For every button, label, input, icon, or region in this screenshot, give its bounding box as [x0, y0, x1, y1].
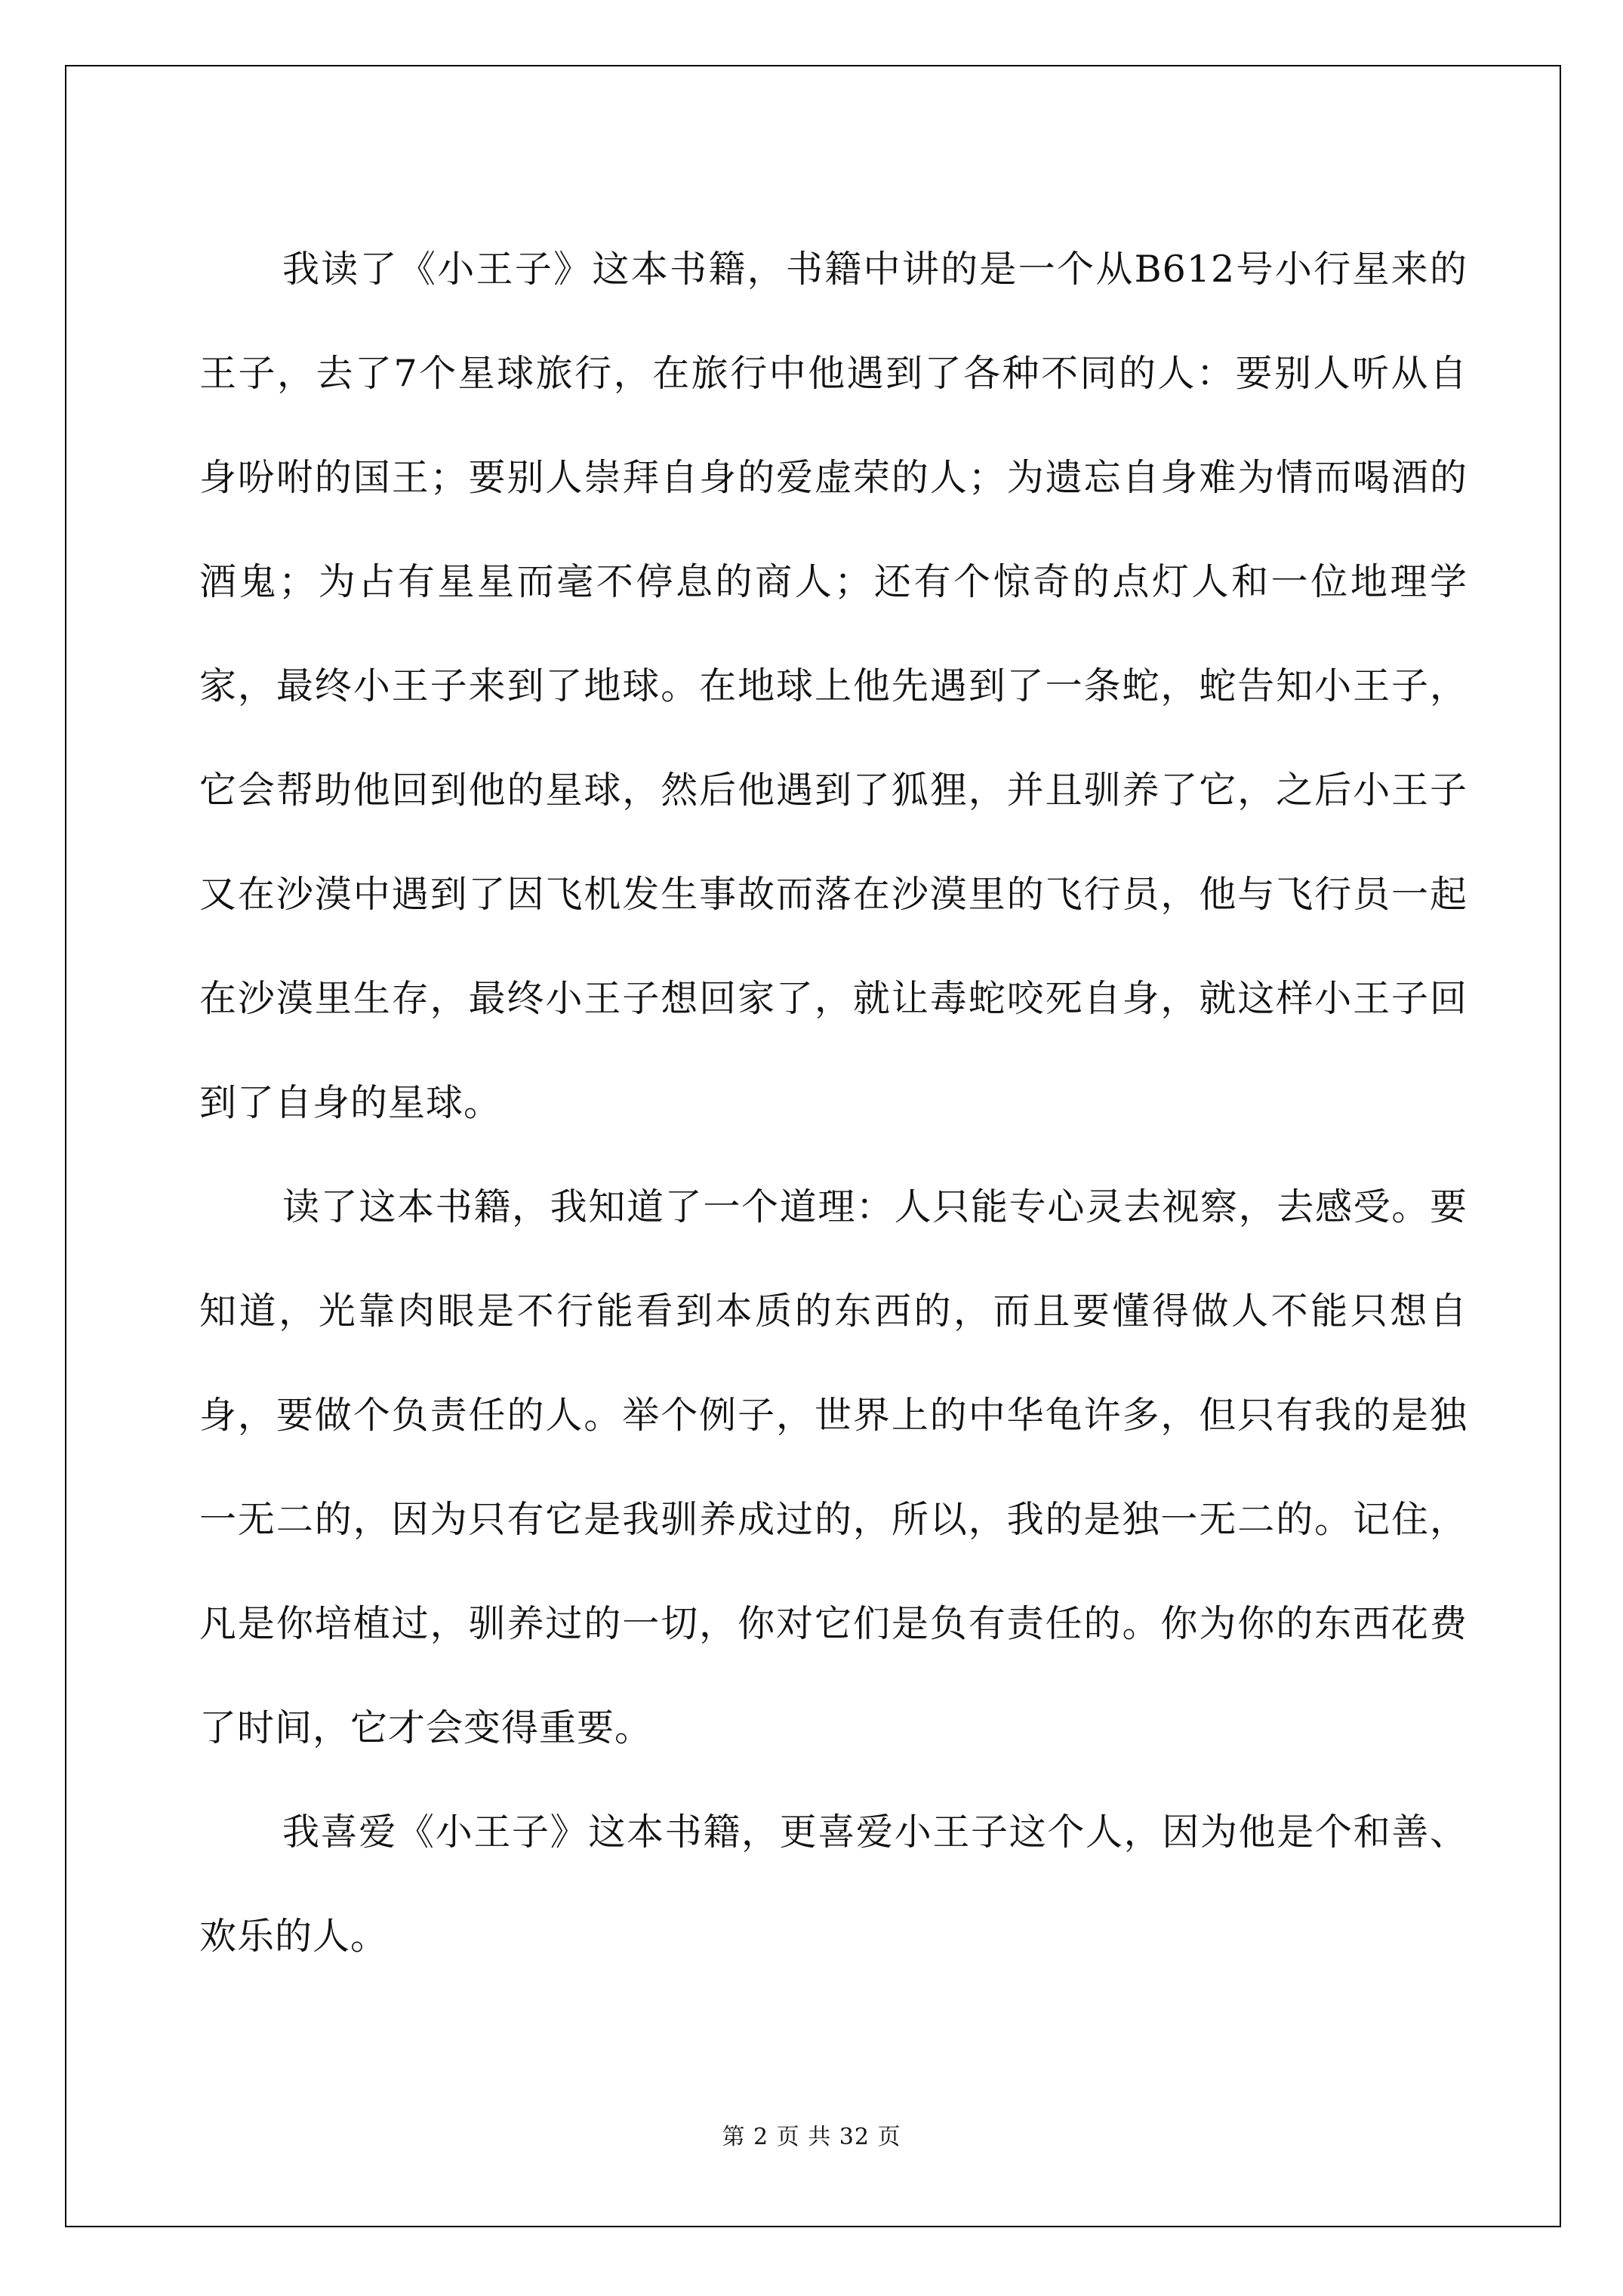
document-body: [199, 217, 1467, 1989]
page-number-footer: 第 2 页 共 32 页: [722, 2124, 901, 2150]
paragraph-1: 我读了《小王子》这本书籍，书籍中讲的是一个从B612号小行星来的王子，去了7个星球旅行，在旅行中他遇到了各种不同的人：要别人听从自身吩咐的国王；要别人崇拜自身的爱虚荣的人；为遗忘自身难为情而喝酒的酒鬼；为占有星星而毫不停息的商人；还有个惊奇的点灯人和一位地理学家，最终小王子来到了地球。在地球上他先遇到了一条蛇，蛇告知小王子，它会帮助他回到他的星球，然后他遇到了狐狸，并且驯养了它，之后小王子又在沙漠中遇到了因飞机发生事故而落在沙漠里的飞行员，他与飞行员一起在沙漠里生存，最终小王子想回家了，就让毒蛇咬死自身，就这样小王子回到了自身的星球。: [199, 248, 1467, 1124]
paragraph-3: 我喜爱《小王子》这本书籍，更喜爱小王子这个人，因为他是个和善、欢乐的人。: [199, 1811, 1467, 1958]
paragraph-2: 读了这本书籍，我知道了一个道理：人只能专心灵去视察，去感受。要知道，光靠肉眼是不行能看到本质的东西的，而且要懂得做人不能只想自身，要做个负责任的人。举个例子，世界上的中华龟许多，但只有我的是独一无二的，因为只有它是我驯养成过的，所以，我的是独一无二的。记住，凡是你培植过，驯养过的一切，你对它们是负有责任的。你为你的东西花费了时间，它才会变得重要。: [199, 1185, 1467, 1749]
